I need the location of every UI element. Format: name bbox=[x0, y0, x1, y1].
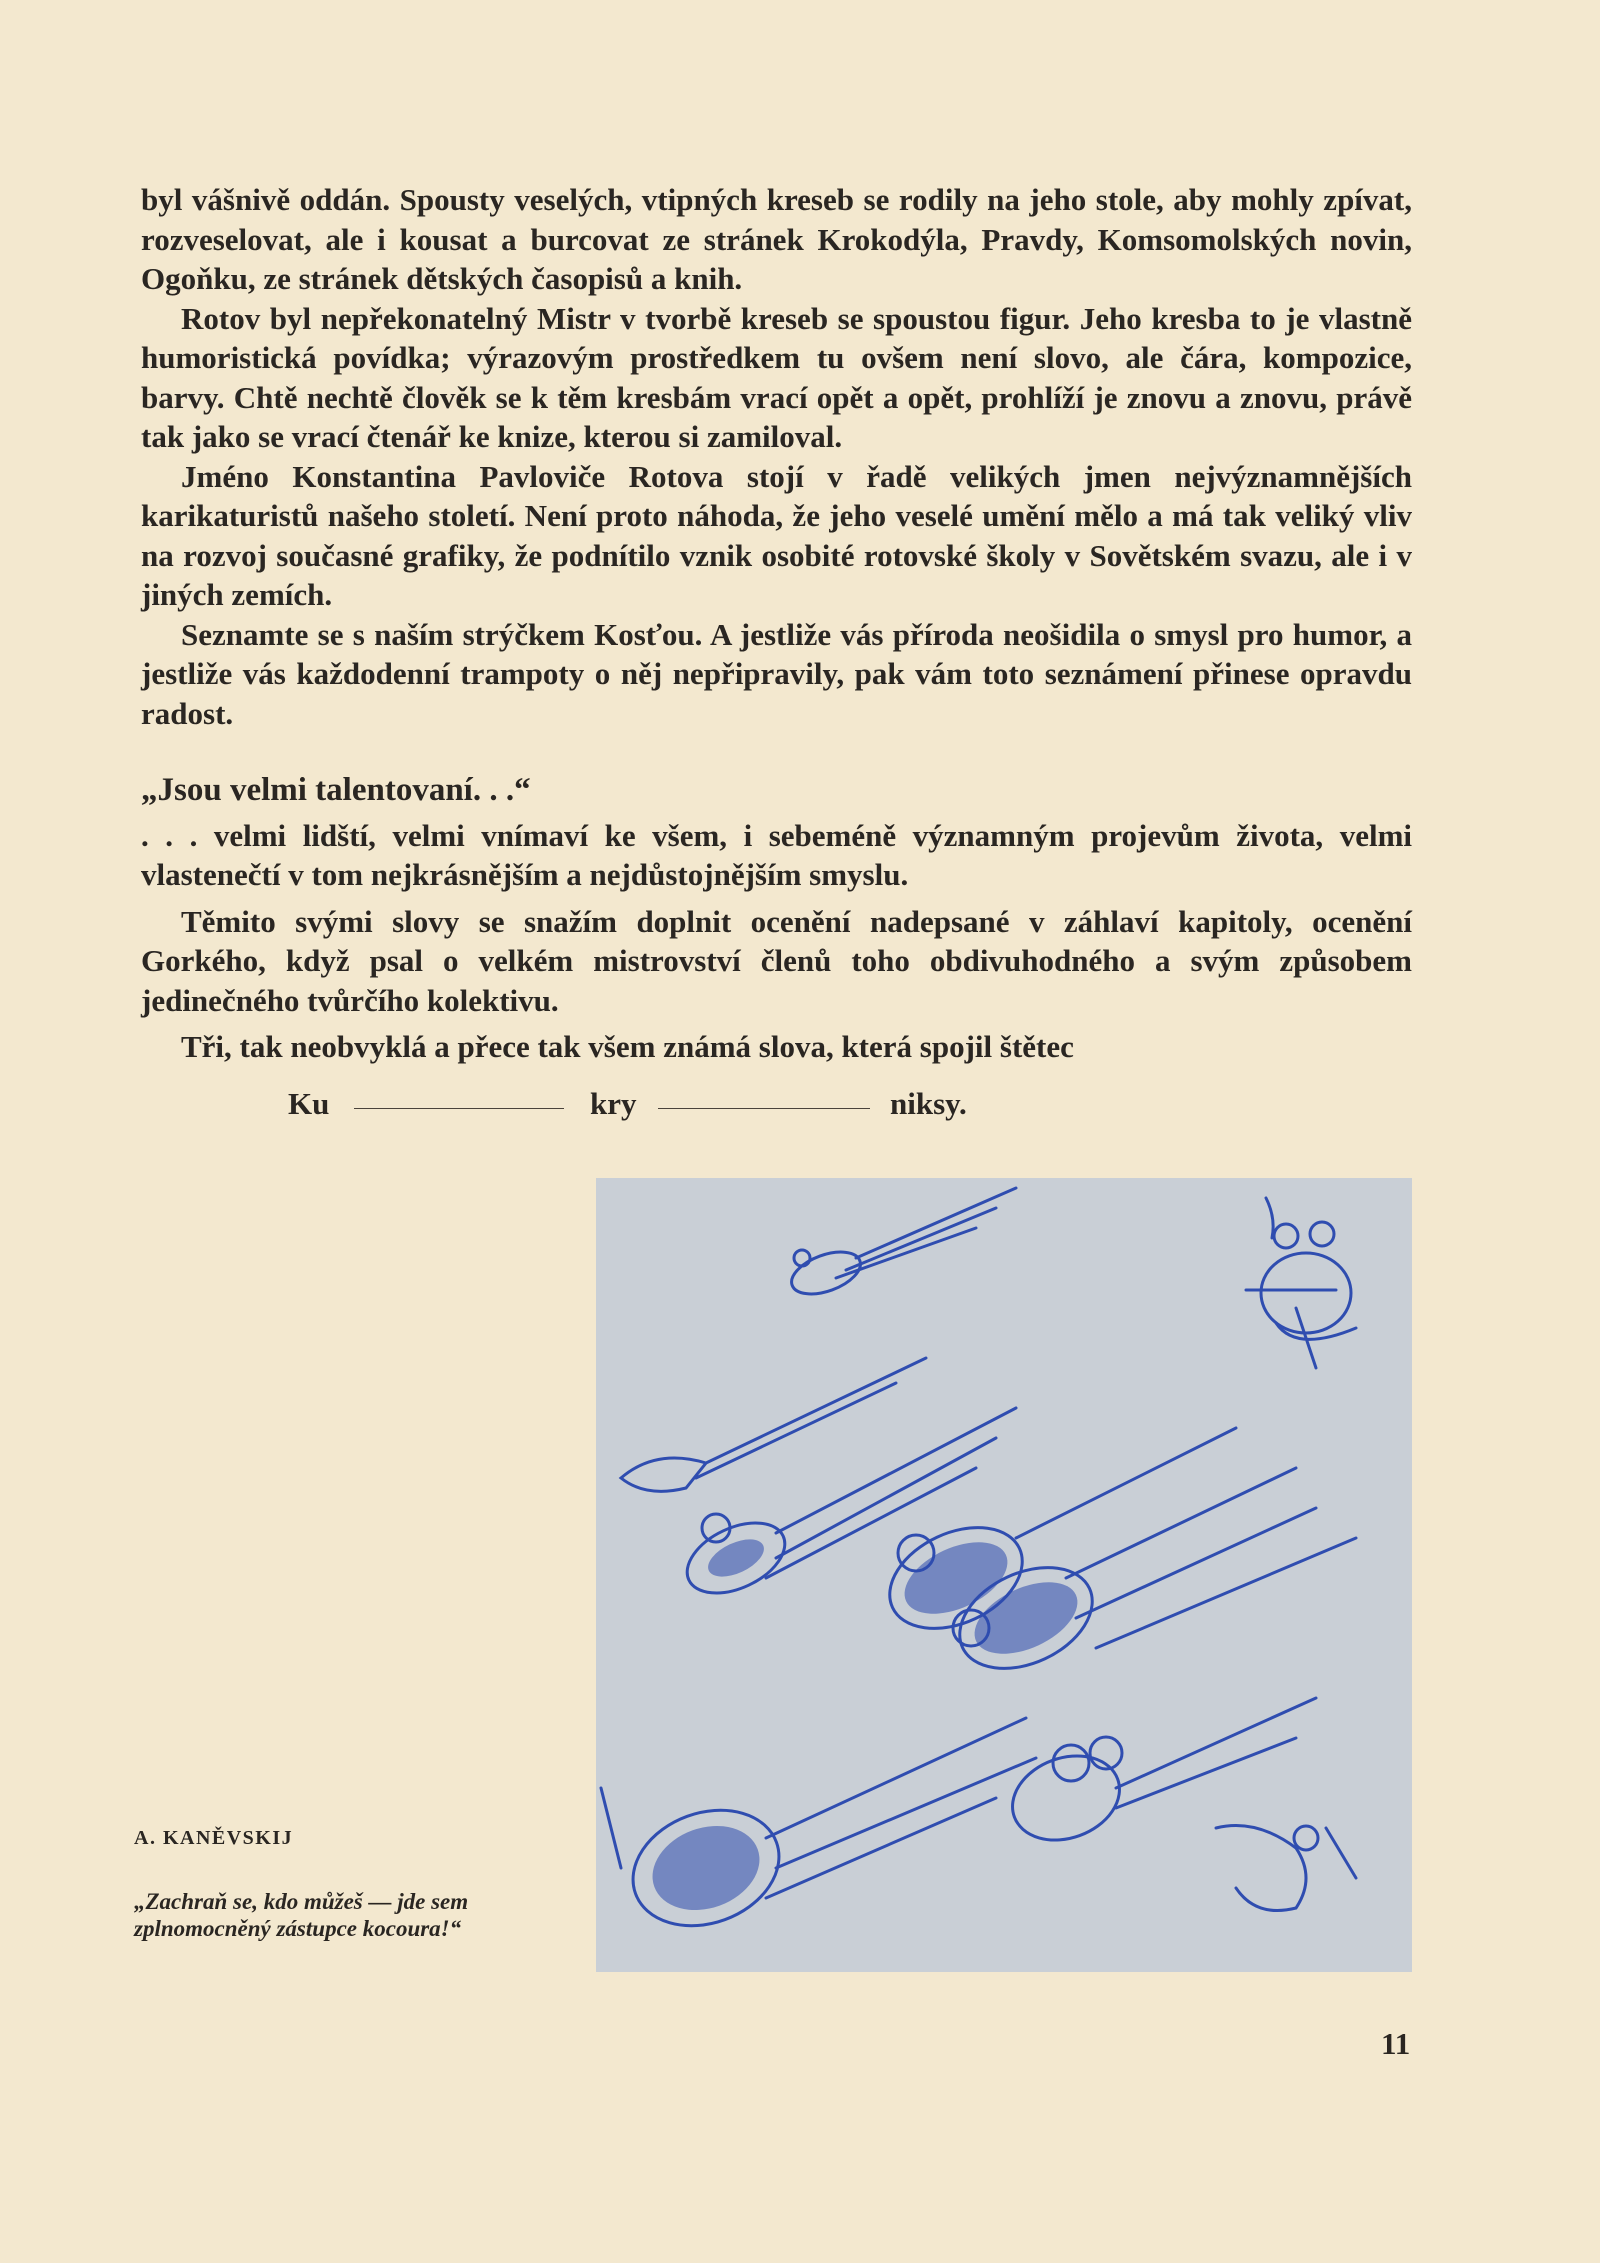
paragraph-1: byl vášnivě oddán. Spousty veselých, vtipných kreseb se rodily na jeho stole, aby mohly zpívat, rozveselovat, ale i kousat a burcovat ze stránek Krokodýla, Pravdy, Komsomolských novin, Ogoňku, ze stránek dětských časopisů a knih. bbox=[141, 182, 1412, 296]
mice-sketch-illustration bbox=[596, 1178, 1412, 1972]
kukry-dash-1 bbox=[354, 1108, 564, 1109]
paragraph-6: Těmito svými slovy se snažím doplnit ocenění nadepsané v záhlaví kapitoly, ocenění Gorkého, když psal o velkém mistrovství členů toho obdivuhodného a svým způsobem jedinečného tvůrčího kolektivu. bbox=[141, 903, 1412, 1018]
mouse-sketch-8 bbox=[1216, 1826, 1356, 1911]
mouse-sketch-1 bbox=[786, 1188, 1016, 1302]
paragraph-3: Jméno Konstantina Pavloviče Rotova stojí v řadě velikých jmen nejvýznamnějších karikaturistů našeho století. Není proto náhoda, že jeho veselé umění mělo a má tak veliký vliv na rozvoj současné grafiky, že podnítilo vznik osobité rotovské školy v Sovětském svazu, ale i v jiných zemích. bbox=[141, 458, 1412, 612]
illustration-author: A. KANĚVSKIJ bbox=[134, 1827, 294, 1849]
paragraph-4: Seznamte se s naším strýčkem Kosťou. A jestliže vás příroda neošidila o smysl pro humor, a jestliže vás každodenní trampoty o něj nepřipravily, pak vám toto seznámení přinese opravdu radost. bbox=[141, 616, 1412, 731]
kukry-part-3: niksy. bbox=[890, 1086, 967, 1121]
paragraph-5: . . . velmi lidští, velmi vnímaví ke všem, i sebeméně významným projevům života, velmi vlastenečtí v tom nejkrásnějším a nejdůstojnějším smyslu. bbox=[141, 817, 1412, 892]
mouse-sketch-2 bbox=[1246, 1198, 1356, 1368]
kukry-part-1: Ku bbox=[288, 1086, 330, 1121]
paragraph-2: Rotov byl nepřekonatelný Mistr v tvorbě kreseb se spoustou figur. Jeho kresba to je vlastně humoristická povídka; výrazovým prostředkem tu ovšem není slovo, ale čára, kompozice, barvy. Chtě nechtě člověk se k těm kresbám vrací opět a opět, prohlíží je znovu a znovu, právě tak jako se vrací čtenář ke knize, kterou si zamiloval. bbox=[141, 300, 1412, 454]
kukryniksy-line bbox=[0, 1086, 1600, 1130]
page-number: 11 bbox=[1381, 2026, 1411, 2061]
kukry-part-2: kry bbox=[590, 1086, 637, 1121]
paragraph-7: Tři, tak neobvyklá a přece tak všem známá slova, která spojil štětec bbox=[181, 1029, 1074, 1064]
body-text bbox=[141, 180, 1412, 1067]
mouse-sketch-3 bbox=[621, 1358, 926, 1491]
mice-sketch bbox=[596, 1178, 1412, 1972]
mouse-sketch-7 bbox=[601, 1718, 1036, 1945]
section-heading: „Jsou velmi talentovaní. . .“ bbox=[141, 772, 531, 808]
illustration-caption: „Zachraň se, kdo můžeš — jde sem zplnomocněný zástupce kocoura!“ bbox=[134, 1889, 469, 1941]
kukry-dash-2 bbox=[658, 1108, 870, 1109]
